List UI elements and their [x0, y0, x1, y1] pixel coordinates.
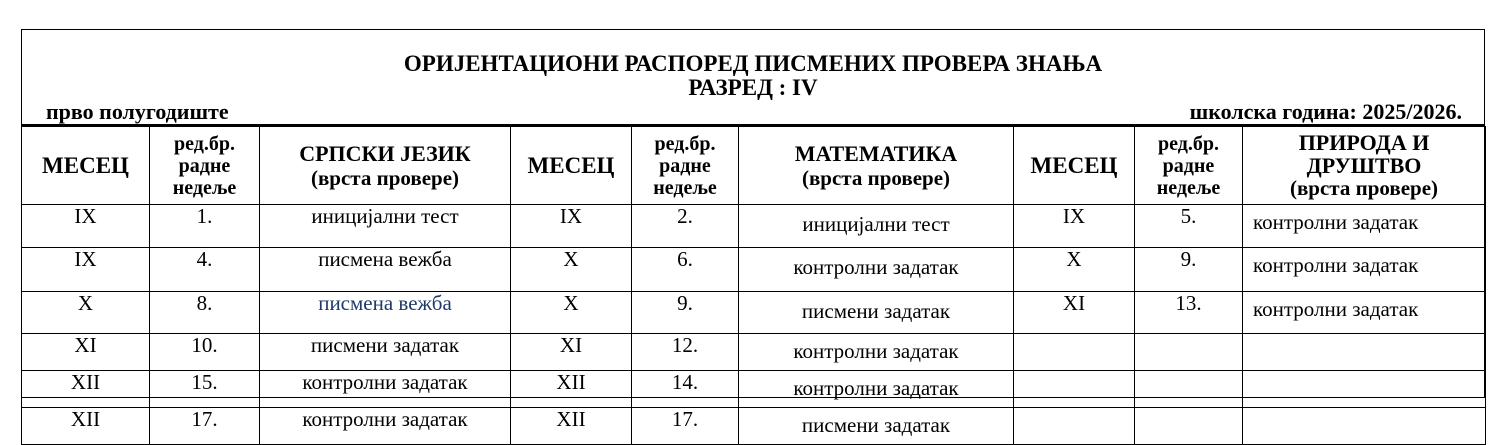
col-week-line1: ред.бр. — [1158, 132, 1219, 155]
col-serbian — [260, 127, 511, 205]
nature-week: 5. — [1135, 205, 1243, 248]
nature-week: 9. — [1135, 248, 1243, 292]
col-week-nature — [1135, 127, 1243, 205]
serbian-month: XII — [22, 371, 150, 408]
math-month: X — [511, 292, 632, 334]
nature-test — [1243, 334, 1486, 371]
table-row — [22, 408, 1486, 445]
table-header-row — [22, 127, 1486, 205]
col-serbian-kind: (врста провере) — [310, 165, 460, 190]
nature-test: контролни задатак — [1243, 205, 1486, 248]
col-week-line2: радне — [1162, 154, 1215, 177]
nature-month: X — [1014, 248, 1135, 292]
table-row — [22, 334, 1486, 371]
col-week-line1: ред.бр. — [174, 132, 235, 155]
table-row — [22, 205, 1486, 248]
col-week-line2: радне — [178, 154, 231, 177]
serbian-week: 8. — [150, 292, 260, 334]
math-month: IX — [511, 205, 632, 248]
col-week-line3: недеље — [172, 176, 237, 199]
col-nature-line2: ДРУШТВО — [1306, 153, 1422, 178]
title-line-2: РАЗРЕД : IV — [688, 75, 818, 100]
serbian-test: писмени задатак — [260, 334, 511, 371]
nature-week — [1135, 371, 1243, 408]
nature-month — [1014, 334, 1135, 371]
col-serbian-title: СРПСКИ ЈЕЗИК — [299, 140, 471, 166]
semester-label: прво полугодиште — [46, 99, 229, 124]
col-week-line3: недеље — [1156, 176, 1221, 199]
serbian-week: 17. — [150, 408, 260, 445]
nature-week: 13. — [1135, 292, 1243, 334]
col-week-line1: ред.бр. — [654, 132, 716, 155]
math-week: 14. — [632, 371, 739, 408]
math-test: контролни задатак — [739, 248, 1014, 292]
table-row — [22, 248, 1486, 292]
serbian-week: 15. — [150, 371, 260, 408]
serbian-month: IX — [22, 205, 150, 248]
nature-test — [1243, 408, 1486, 445]
serbian-test: контролни задатак — [260, 408, 511, 445]
nature-month: IX — [1014, 205, 1135, 248]
table-row — [22, 371, 1486, 408]
math-test: контролни задатак — [739, 371, 1014, 408]
col-month-serbian: МЕСЕЦ — [22, 127, 150, 205]
math-test: контролни задатак — [739, 334, 1014, 371]
col-math — [739, 127, 1014, 205]
col-week-line2: радне — [659, 154, 711, 177]
serbian-month: IX — [22, 248, 150, 292]
nature-week — [1135, 408, 1243, 445]
math-month: XII — [511, 408, 632, 445]
math-month: XI — [511, 334, 632, 371]
col-week-math — [632, 127, 739, 205]
nature-test — [1243, 371, 1486, 408]
serbian-month: XI — [22, 334, 150, 371]
serbian-week: 1. — [150, 205, 260, 248]
math-week: 6. — [632, 248, 739, 292]
math-week: 9. — [632, 292, 739, 334]
col-month-nature: МЕСЕЦ — [1014, 127, 1135, 205]
math-test: писмени задатак — [739, 292, 1014, 334]
nature-test: контролни задатак — [1243, 248, 1486, 292]
schedule-table — [21, 126, 1486, 445]
nature-week — [1135, 334, 1243, 371]
serbian-month: X — [22, 292, 150, 334]
col-week-serbian — [150, 127, 260, 205]
serbian-test: писмена вежба — [260, 292, 511, 334]
serbian-test: писмена вежба — [260, 248, 511, 292]
document-header — [22, 30, 1484, 126]
col-nature-line1: ПРИРОДА И — [1298, 130, 1430, 155]
math-test: иницијални тест — [739, 205, 1014, 248]
serbian-week: 4. — [150, 248, 260, 292]
col-week-line3: недеље — [653, 176, 717, 199]
nature-test: контролни задатак — [1243, 292, 1486, 334]
col-math-kind: (врста провере) — [801, 165, 951, 190]
nature-month: XI — [1014, 292, 1135, 334]
math-test: писмени задатак — [739, 408, 1014, 445]
col-month-math: МЕСЕЦ — [511, 127, 632, 205]
table-row — [22, 292, 1486, 334]
title-line-1: ОРИЈЕНТАЦИОНИ РАСПОРЕД ПИСМЕНИХ ПРОВЕРА ЗНАЊА — [403, 51, 1103, 76]
math-month: XII — [511, 371, 632, 408]
serbian-week: 10. — [150, 334, 260, 371]
math-week: 17. — [632, 408, 739, 445]
schedule-document — [21, 29, 1485, 437]
serbian-month: XII — [22, 408, 150, 445]
math-week: 2. — [632, 205, 739, 248]
serbian-test: иницијални тест — [260, 205, 511, 248]
school-year-label: школска година: 2025/2026. — [1189, 99, 1462, 124]
col-math-title: МАТЕМАТИКА — [794, 140, 958, 166]
math-week: 12. — [632, 334, 739, 371]
col-nature — [1243, 127, 1486, 205]
nature-month — [1014, 408, 1135, 445]
nature-month — [1014, 371, 1135, 408]
document-title — [22, 52, 1484, 100]
col-nature-kind: (врста провере) — [1289, 176, 1439, 200]
serbian-test: контролни задатак — [260, 371, 511, 408]
math-month: X — [511, 248, 632, 292]
